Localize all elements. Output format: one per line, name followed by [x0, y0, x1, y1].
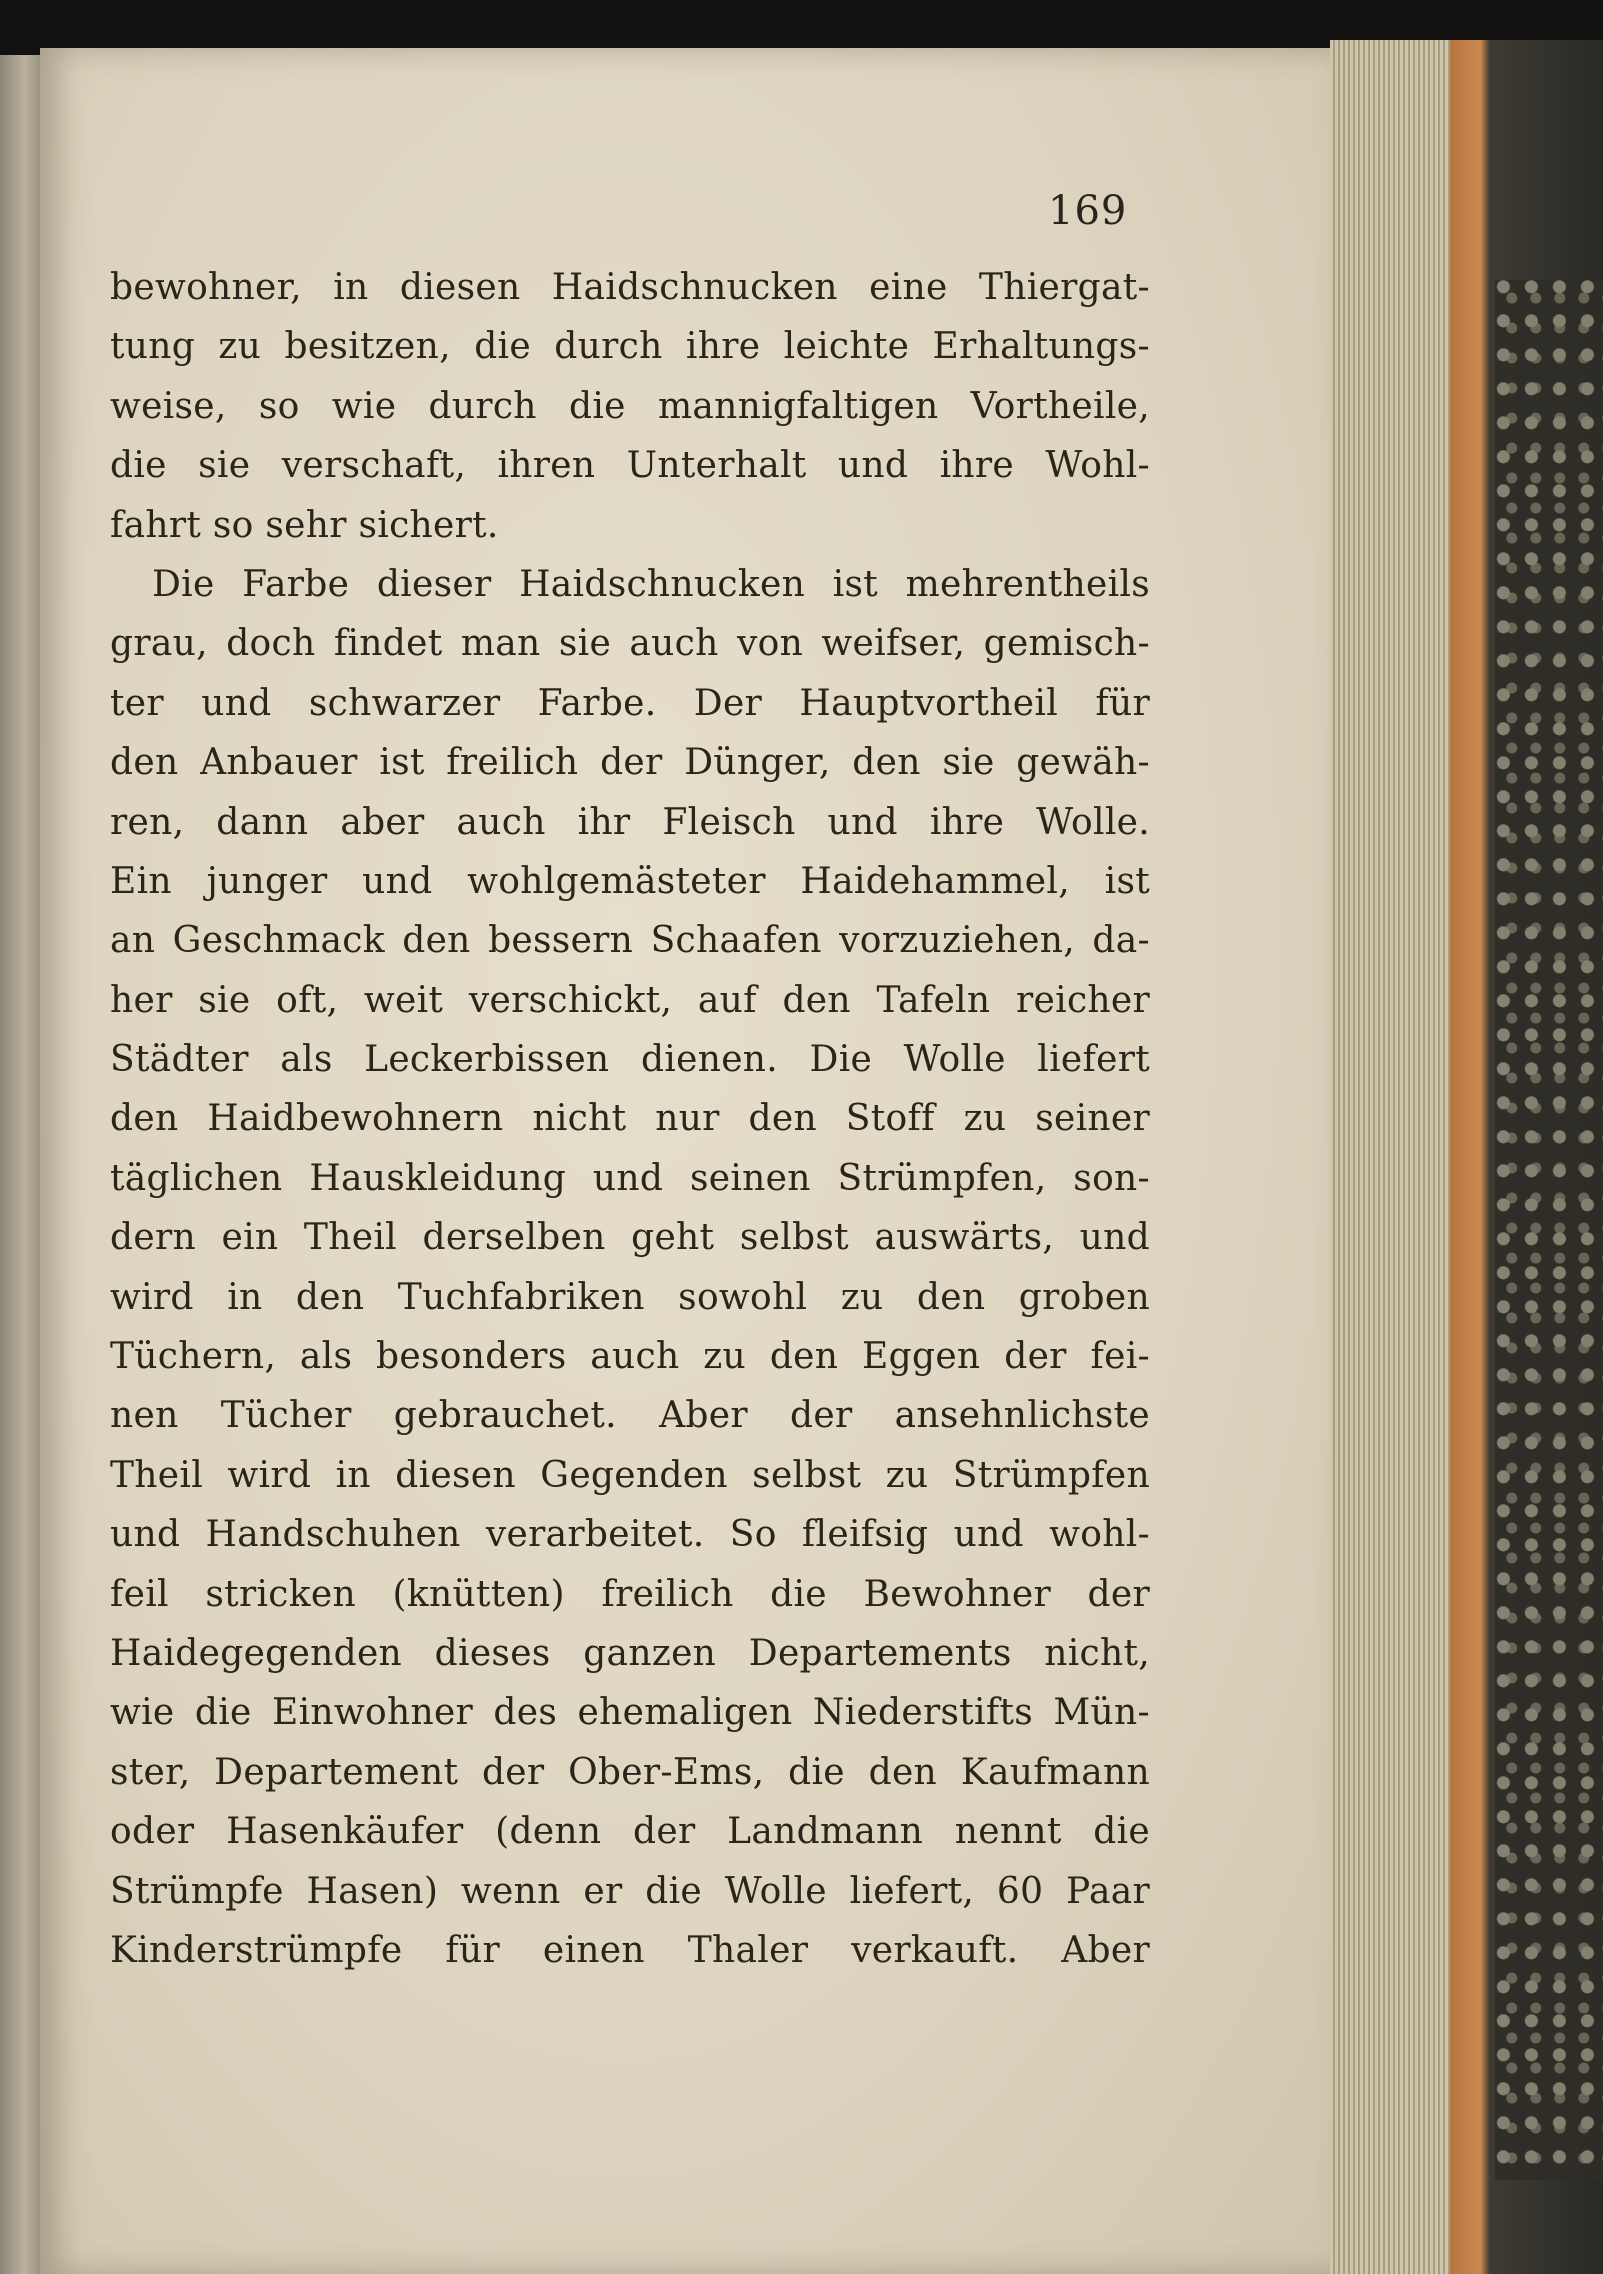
text-line: die sie verschaft, ihren Unterhalt und ihre Wohl- — [110, 445, 1150, 487]
text-line: nen Tücher gebrauchet. Aber der ansehnlichste — [110, 1395, 1150, 1437]
text-line: tung zu besitzen, die durch ihre leichte Erhaltungs- — [110, 326, 1150, 368]
text-line: weise, so wie durch die mannigfaltigen Vortheile, — [110, 385, 1150, 427]
text-line: oder Hasenkäufer (denn der Landmann nennt die — [110, 1811, 1150, 1853]
text-line: an Geschmack den bessern Schaafen vorzuziehen, da- — [110, 920, 1150, 962]
text-line: grau, doch findet man sie auch von weifser, gemisch- — [110, 623, 1150, 665]
text-line: wird in den Tuchfabriken sowohl zu den groben — [110, 1276, 1150, 1318]
text-line: den Haidbewohnern nicht nur den Stoff zu seiner — [110, 1098, 1150, 1140]
page-number: 169 — [1048, 188, 1128, 234]
text-line: feil stricken (knütten) freilich die Bewohner der — [110, 1573, 1150, 1615]
text-line: Strümpfe Hasen) wenn er die Wolle liefert, 60 Paar — [110, 1870, 1150, 1912]
text-line: dern ein Theil derselben geht selbst auswärts, und — [110, 1217, 1150, 1259]
text-line: Die Farbe dieser Haidschnucken ist mehrentheils — [152, 563, 1150, 605]
text-line: wie die Einwohner des ehemaligen Niederstifts Mün- — [110, 1692, 1150, 1734]
text-line: den Anbauer ist freilich der Dünger, den sie gewäh- — [110, 742, 1150, 784]
text-line: ter und schwarzer Farbe. Der Hauptvortheil für — [110, 682, 1150, 724]
text-line: her sie oft, weit verschickt, auf den Tafeln reicher — [110, 979, 1150, 1021]
text-line: ster, Departement der Ober-Ems, die den Kaufmann — [110, 1751, 1150, 1793]
text-line: fahrt so sehr sichert. — [110, 504, 499, 546]
text-line: ren, dann aber auch ihr Fleisch und ihre Wolle. — [110, 801, 1150, 843]
marbled-cover-pattern — [1495, 280, 1603, 2180]
text-line: Kinderstrümpfe für einen Thaler verkauft. Aber — [110, 1929, 1150, 1971]
text-line: Tüchern, als besonders auch zu den Eggen der fei- — [110, 1336, 1150, 1378]
left-page-edge — [0, 55, 40, 2274]
text-line: Haidegegenden dieses ganzen Departements nicht, — [110, 1632, 1150, 1674]
text-line: bewohner, in diesen Haidschnucken eine Thiergat- — [110, 267, 1150, 308]
text-line: täglichen Hauskleidung und seinen Strümpfen, son- — [110, 1157, 1150, 1199]
text-line: und Handschuhen verarbeitet. So fleifsig und wohl- — [110, 1514, 1150, 1556]
text-line: Theil wird in diesen Gegenden selbst zu Strümpfen — [110, 1454, 1150, 1496]
body-text — [110, 258, 1150, 1980]
text-line: Ein junger und wohlgemästeter Haidehammel, ist — [110, 860, 1150, 902]
text-line: Städter als Leckerbissen dienen. Die Wolle liefert — [110, 1039, 1150, 1081]
page-edges — [1330, 40, 1450, 2274]
